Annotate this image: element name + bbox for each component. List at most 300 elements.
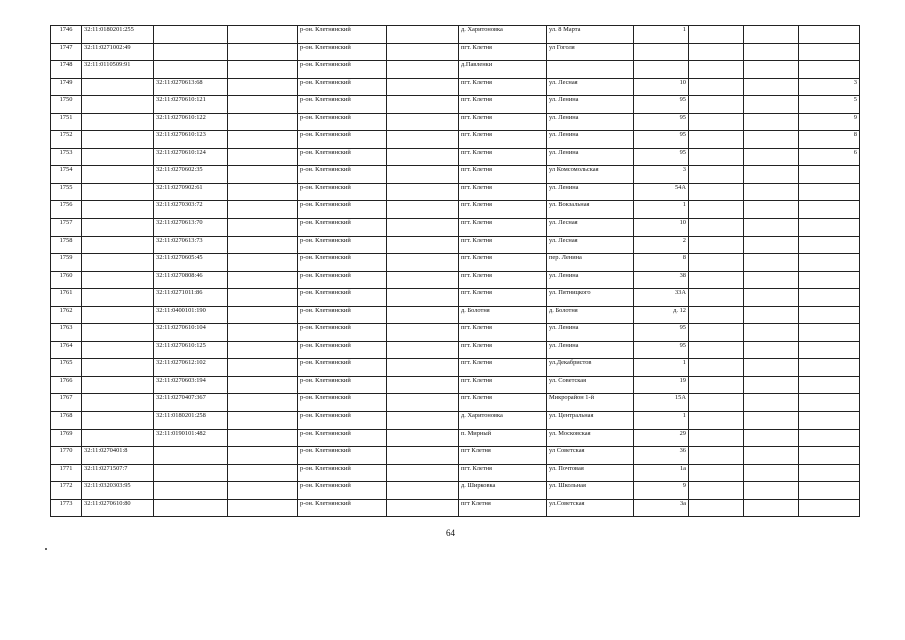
street-cell: ул. Ленина: [547, 113, 634, 131]
table-row: [51, 447, 860, 465]
cadastral-number-alt-cell: 32:11:0270602:35: [154, 166, 228, 184]
empty-cell: [689, 26, 744, 44]
page-number: 64: [446, 528, 455, 538]
empty-cell: [228, 26, 298, 44]
street-cell: ул. Ленина: [547, 183, 634, 201]
row-number-cell: 1766: [51, 376, 82, 394]
house-number-cell: 1: [634, 201, 689, 219]
settlement-cell: пгт. Клетня: [459, 43, 547, 61]
table-row: [51, 394, 860, 412]
district-cell: р-он. Клетнянский: [298, 148, 387, 166]
empty-cell: [744, 394, 799, 412]
empty-cell: [228, 394, 298, 412]
empty-cell: [689, 219, 744, 237]
house-number-cell: 19: [634, 376, 689, 394]
district-cell: р-он. Клетнянский: [298, 201, 387, 219]
settlement-cell: пгт. Клетня: [459, 166, 547, 184]
district-cell: р-он. Клетнянский: [298, 306, 387, 324]
cadastral-number-cell: [82, 341, 154, 359]
district-cell: р-он. Клетнянский: [298, 289, 387, 307]
district-cell: р-он. Клетнянский: [298, 113, 387, 131]
cadastral-number-alt-cell: [154, 43, 228, 61]
house-number-cell: 9: [634, 482, 689, 500]
empty-cell: [228, 289, 298, 307]
street-cell: ул. Ленина: [547, 271, 634, 289]
cadastral-number-alt-cell: 32:11:0180201:258: [154, 412, 228, 430]
house-number-cell: 2: [634, 236, 689, 254]
empty-cell: [387, 254, 459, 272]
empty-cell: [689, 394, 744, 412]
row-number-cell: 1755: [51, 183, 82, 201]
empty-cell: [689, 412, 744, 430]
empty-cell: [744, 376, 799, 394]
district-cell: р-он. Клетнянский: [298, 96, 387, 114]
apartment-number-cell: [799, 236, 860, 254]
empty-cell: [228, 271, 298, 289]
empty-cell: [228, 376, 298, 394]
apartment-number-cell: [799, 271, 860, 289]
empty-cell: [228, 166, 298, 184]
table-row: [51, 96, 860, 114]
row-number-cell: 1760: [51, 271, 82, 289]
cadastral-number-cell: [82, 78, 154, 96]
street-cell: ул. Пятницкого: [547, 289, 634, 307]
empty-cell: [228, 429, 298, 447]
house-number-cell: 3: [634, 166, 689, 184]
house-number-cell: д. 12: [634, 306, 689, 324]
district-cell: р-он. Клетнянский: [298, 341, 387, 359]
table-row: [51, 148, 860, 166]
cadastral-number-cell: [82, 131, 154, 149]
apartment-number-cell: [799, 412, 860, 430]
cadastral-number-alt-cell: 32:11:0270613:70: [154, 219, 228, 237]
row-number-cell: 1748: [51, 61, 82, 79]
empty-cell: [387, 78, 459, 96]
empty-cell: [387, 464, 459, 482]
empty-cell: [228, 183, 298, 201]
settlement-cell: пгт. Клетня: [459, 254, 547, 272]
cadastral-number-alt-cell: 32:11:0270610:104: [154, 324, 228, 342]
scan-speck: [45, 548, 47, 550]
row-number-cell: 1751: [51, 113, 82, 131]
settlement-cell: пгт. Клетня: [459, 271, 547, 289]
table-row: [51, 482, 860, 500]
apartment-number-cell: [799, 43, 860, 61]
settlement-cell: пгт. Клетня: [459, 113, 547, 131]
table-row: [51, 464, 860, 482]
settlement-cell: д. Ширковка: [459, 482, 547, 500]
apartment-number-cell: [799, 61, 860, 79]
empty-cell: [228, 43, 298, 61]
cadastral-number-cell: [82, 306, 154, 324]
table-row: [51, 113, 860, 131]
empty-cell: [744, 166, 799, 184]
empty-cell: [387, 359, 459, 377]
house-number-cell: 1: [634, 412, 689, 430]
settlement-cell: д. Болотня: [459, 306, 547, 324]
settlement-cell: пгт Клетня: [459, 499, 547, 517]
house-number-cell: 1: [634, 26, 689, 44]
empty-cell: [228, 78, 298, 96]
empty-cell: [387, 113, 459, 131]
house-number-cell: 15А: [634, 394, 689, 412]
empty-cell: [744, 219, 799, 237]
settlement-cell: д. Харитоновка: [459, 26, 547, 44]
apartment-number-cell: [799, 499, 860, 517]
empty-cell: [228, 219, 298, 237]
table-row: [51, 289, 860, 307]
house-number-cell: 8: [634, 254, 689, 272]
settlement-cell: пгт. Клетня: [459, 78, 547, 96]
cadastral-number-cell: [82, 429, 154, 447]
cadastral-number-cell: [82, 412, 154, 430]
settlement-cell: д.Павленки: [459, 61, 547, 79]
street-cell: ул. Московская: [547, 429, 634, 447]
empty-cell: [228, 113, 298, 131]
settlement-cell: пгт. Клетня: [459, 394, 547, 412]
settlement-cell: пгт. Клетня: [459, 131, 547, 149]
settlement-cell: п. Мирный: [459, 429, 547, 447]
settlement-cell: пгт. Клетня: [459, 464, 547, 482]
apartment-number-cell: [799, 464, 860, 482]
settlement-cell: пгт Клетня: [459, 447, 547, 465]
parcel-registry-table: [50, 25, 860, 517]
row-number-cell: 1769: [51, 429, 82, 447]
empty-cell: [744, 429, 799, 447]
district-cell: р-он. Клетнянский: [298, 254, 387, 272]
district-cell: р-он. Клетнянский: [298, 166, 387, 184]
street-cell: Микрорайон 1-й: [547, 394, 634, 412]
apartment-number-cell: [799, 447, 860, 465]
cadastral-number-cell: 32:11:0110509:91: [82, 61, 154, 79]
empty-cell: [689, 289, 744, 307]
street-cell: ул. Лесная: [547, 78, 634, 96]
apartment-number-cell: [799, 219, 860, 237]
empty-cell: [689, 43, 744, 61]
empty-cell: [689, 201, 744, 219]
house-number-cell: 10: [634, 219, 689, 237]
registry-sheet: [50, 25, 860, 517]
apartment-number-cell: [799, 183, 860, 201]
apartment-number-cell: [799, 254, 860, 272]
district-cell: р-он. Клетнянский: [298, 447, 387, 465]
cadastral-number-alt-cell: 32:11:0270303:72: [154, 201, 228, 219]
street-cell: ул. Ленина: [547, 148, 634, 166]
cadastral-number-alt-cell: 32:11:0270610:121: [154, 96, 228, 114]
empty-cell: [228, 447, 298, 465]
house-number-cell: [634, 61, 689, 79]
street-cell: ул Гоголя: [547, 43, 634, 61]
empty-cell: [689, 183, 744, 201]
empty-cell: [744, 113, 799, 131]
apartment-number-cell: [799, 482, 860, 500]
empty-cell: [689, 148, 744, 166]
cadastral-number-alt-cell: 32:11:0270605:45: [154, 254, 228, 272]
settlement-cell: пгт. Клетня: [459, 341, 547, 359]
empty-cell: [689, 464, 744, 482]
empty-cell: [228, 412, 298, 430]
empty-cell: [689, 96, 744, 114]
settlement-cell: пгт. Клетня: [459, 376, 547, 394]
table-row: [51, 166, 860, 184]
cadastral-number-cell: [82, 148, 154, 166]
apartment-number-cell: 5: [799, 96, 860, 114]
empty-cell: [228, 306, 298, 324]
table-row: [51, 359, 860, 377]
empty-cell: [387, 61, 459, 79]
house-number-cell: 36: [634, 447, 689, 465]
row-number-cell: 1752: [51, 131, 82, 149]
empty-cell: [387, 324, 459, 342]
row-number-cell: 1764: [51, 341, 82, 359]
empty-cell: [744, 148, 799, 166]
house-number-cell: 95: [634, 113, 689, 131]
empty-cell: [387, 499, 459, 517]
row-number-cell: 1756: [51, 201, 82, 219]
empty-cell: [689, 166, 744, 184]
cadastral-number-alt-cell: [154, 61, 228, 79]
empty-cell: [744, 499, 799, 517]
apartment-number-cell: [799, 324, 860, 342]
empty-cell: [744, 254, 799, 272]
empty-cell: [689, 447, 744, 465]
cadastral-number-cell: [82, 289, 154, 307]
street-cell: ул. Лесная: [547, 219, 634, 237]
empty-cell: [689, 236, 744, 254]
settlement-cell: пгт. Клетня: [459, 219, 547, 237]
house-number-cell: 3а: [634, 499, 689, 517]
table-row: [51, 43, 860, 61]
street-cell: ул Советская: [547, 447, 634, 465]
empty-cell: [744, 43, 799, 61]
apartment-number-cell: [799, 359, 860, 377]
table-row: [51, 201, 860, 219]
district-cell: р-он. Клетнянский: [298, 412, 387, 430]
empty-cell: [228, 61, 298, 79]
empty-cell: [387, 183, 459, 201]
empty-cell: [744, 236, 799, 254]
empty-cell: [228, 341, 298, 359]
district-cell: р-он. Клетнянский: [298, 324, 387, 342]
street-cell: ул. Ленина: [547, 96, 634, 114]
district-cell: р-он. Клетнянский: [298, 482, 387, 500]
row-number-cell: 1757: [51, 219, 82, 237]
settlement-cell: пгт. Клетня: [459, 289, 547, 307]
cadastral-number-alt-cell: 32:11:0270613:68: [154, 78, 228, 96]
house-number-cell: 33А: [634, 289, 689, 307]
row-number-cell: 1773: [51, 499, 82, 517]
district-cell: р-он. Клетнянский: [298, 464, 387, 482]
district-cell: р-он. Клетнянский: [298, 271, 387, 289]
cadastral-number-cell: [82, 359, 154, 377]
empty-cell: [387, 96, 459, 114]
empty-cell: [387, 26, 459, 44]
street-cell: ул. 8 Марта: [547, 26, 634, 44]
settlement-cell: пгт. Клетня: [459, 201, 547, 219]
table-row: [51, 254, 860, 272]
street-cell: ул.Декабристов: [547, 359, 634, 377]
empty-cell: [228, 324, 298, 342]
empty-cell: [744, 26, 799, 44]
row-number-cell: 1750: [51, 96, 82, 114]
district-cell: р-он. Клетнянский: [298, 78, 387, 96]
house-number-cell: 95: [634, 148, 689, 166]
cadastral-number-alt-cell: 32:11:0270612:102: [154, 359, 228, 377]
apartment-number-cell: 6: [799, 148, 860, 166]
table-row: [51, 499, 860, 517]
row-number-cell: 1753: [51, 148, 82, 166]
empty-cell: [689, 254, 744, 272]
cadastral-number-alt-cell: [154, 26, 228, 44]
house-number-cell: 95: [634, 131, 689, 149]
district-cell: р-он. Клетнянский: [298, 499, 387, 517]
house-number-cell: 1: [634, 359, 689, 377]
empty-cell: [689, 113, 744, 131]
cadastral-number-cell: [82, 96, 154, 114]
empty-cell: [689, 131, 744, 149]
apartment-number-cell: [799, 26, 860, 44]
empty-cell: [228, 359, 298, 377]
empty-cell: [387, 376, 459, 394]
row-number-cell: 1747: [51, 43, 82, 61]
empty-cell: [228, 201, 298, 219]
row-number-cell: 1770: [51, 447, 82, 465]
empty-cell: [228, 482, 298, 500]
street-cell: ул. Центральная: [547, 412, 634, 430]
empty-cell: [744, 324, 799, 342]
settlement-cell: пгт. Клетня: [459, 148, 547, 166]
cadastral-number-alt-cell: 32:11:0270603:194: [154, 376, 228, 394]
cadastral-number-alt-cell: [154, 447, 228, 465]
row-number-cell: 1771: [51, 464, 82, 482]
street-cell: ул Комсомольская: [547, 166, 634, 184]
house-number-cell: 54А: [634, 183, 689, 201]
cadastral-number-cell: [82, 166, 154, 184]
empty-cell: [744, 271, 799, 289]
apartment-number-cell: [799, 394, 860, 412]
empty-cell: [387, 219, 459, 237]
table-row: [51, 131, 860, 149]
cadastral-number-cell: [82, 376, 154, 394]
empty-cell: [744, 78, 799, 96]
cadastral-number-cell: [82, 113, 154, 131]
cadastral-number-cell: [82, 219, 154, 237]
cadastral-number-cell: 32:11:0271002:49: [82, 43, 154, 61]
empty-cell: [744, 289, 799, 307]
row-number-cell: 1761: [51, 289, 82, 307]
row-number-cell: 1765: [51, 359, 82, 377]
cadastral-number-cell: [82, 183, 154, 201]
empty-cell: [387, 412, 459, 430]
house-number-cell: 1а: [634, 464, 689, 482]
street-cell: ул. Школьная: [547, 482, 634, 500]
cadastral-number-alt-cell: 32:11:0400101:190: [154, 306, 228, 324]
apartment-number-cell: [799, 306, 860, 324]
district-cell: р-он. Клетнянский: [298, 43, 387, 61]
empty-cell: [744, 131, 799, 149]
house-number-cell: 10: [634, 78, 689, 96]
apartment-number-cell: [799, 429, 860, 447]
table-row: [51, 78, 860, 96]
cadastral-number-alt-cell: 32:11:0270610:123: [154, 131, 228, 149]
table-row: [51, 61, 860, 79]
empty-cell: [228, 131, 298, 149]
apartment-number-cell: 3: [799, 78, 860, 96]
cadastral-number-cell: 32:11:0270401:8: [82, 447, 154, 465]
cadastral-number-alt-cell: [154, 482, 228, 500]
apartment-number-cell: [799, 376, 860, 394]
district-cell: р-он. Клетнянский: [298, 394, 387, 412]
table-row: [51, 219, 860, 237]
cadastral-number-alt-cell: 32:11:0270610:125: [154, 341, 228, 359]
table-row: [51, 271, 860, 289]
empty-cell: [387, 306, 459, 324]
table-row: [51, 324, 860, 342]
empty-cell: [387, 394, 459, 412]
empty-cell: [689, 482, 744, 500]
empty-cell: [387, 289, 459, 307]
cadastral-number-alt-cell: [154, 464, 228, 482]
empty-cell: [387, 341, 459, 359]
cadastral-number-cell: [82, 394, 154, 412]
row-number-cell: 1754: [51, 166, 82, 184]
empty-cell: [228, 254, 298, 272]
empty-cell: [387, 429, 459, 447]
empty-cell: [689, 429, 744, 447]
street-cell: ул. Почтовая: [547, 464, 634, 482]
empty-cell: [744, 482, 799, 500]
row-number-cell: 1767: [51, 394, 82, 412]
house-number-cell: 38: [634, 271, 689, 289]
apartment-number-cell: [799, 201, 860, 219]
empty-cell: [744, 412, 799, 430]
empty-cell: [744, 201, 799, 219]
empty-cell: [689, 341, 744, 359]
district-cell: р-он. Клетнянский: [298, 131, 387, 149]
empty-cell: [387, 201, 459, 219]
empty-cell: [387, 131, 459, 149]
street-cell: ул. Ленина: [547, 324, 634, 342]
apartment-number-cell: [799, 341, 860, 359]
table-row: [51, 26, 860, 44]
cadastral-number-alt-cell: 32:11:0271011:86: [154, 289, 228, 307]
row-number-cell: 1758: [51, 236, 82, 254]
settlement-cell: пгт. Клетня: [459, 183, 547, 201]
cadastral-number-alt-cell: 32:11:0190101:482: [154, 429, 228, 447]
cadastral-number-cell: 32:11:0180201:255: [82, 26, 154, 44]
street-cell: [547, 61, 634, 79]
empty-cell: [689, 306, 744, 324]
cadastral-number-cell: [82, 271, 154, 289]
empty-cell: [744, 96, 799, 114]
district-cell: р-он. Клетнянский: [298, 376, 387, 394]
empty-cell: [387, 447, 459, 465]
cadastral-number-cell: [82, 254, 154, 272]
house-number-cell: 29: [634, 429, 689, 447]
street-cell: ул.Советская: [547, 499, 634, 517]
empty-cell: [387, 166, 459, 184]
empty-cell: [228, 499, 298, 517]
cadastral-number-cell: 32:11:0271507:7: [82, 464, 154, 482]
house-number-cell: 95: [634, 324, 689, 342]
empty-cell: [689, 324, 744, 342]
empty-cell: [228, 96, 298, 114]
empty-cell: [387, 236, 459, 254]
house-number-cell: [634, 43, 689, 61]
street-cell: д. Болотня: [547, 306, 634, 324]
empty-cell: [744, 306, 799, 324]
row-number-cell: 1762: [51, 306, 82, 324]
